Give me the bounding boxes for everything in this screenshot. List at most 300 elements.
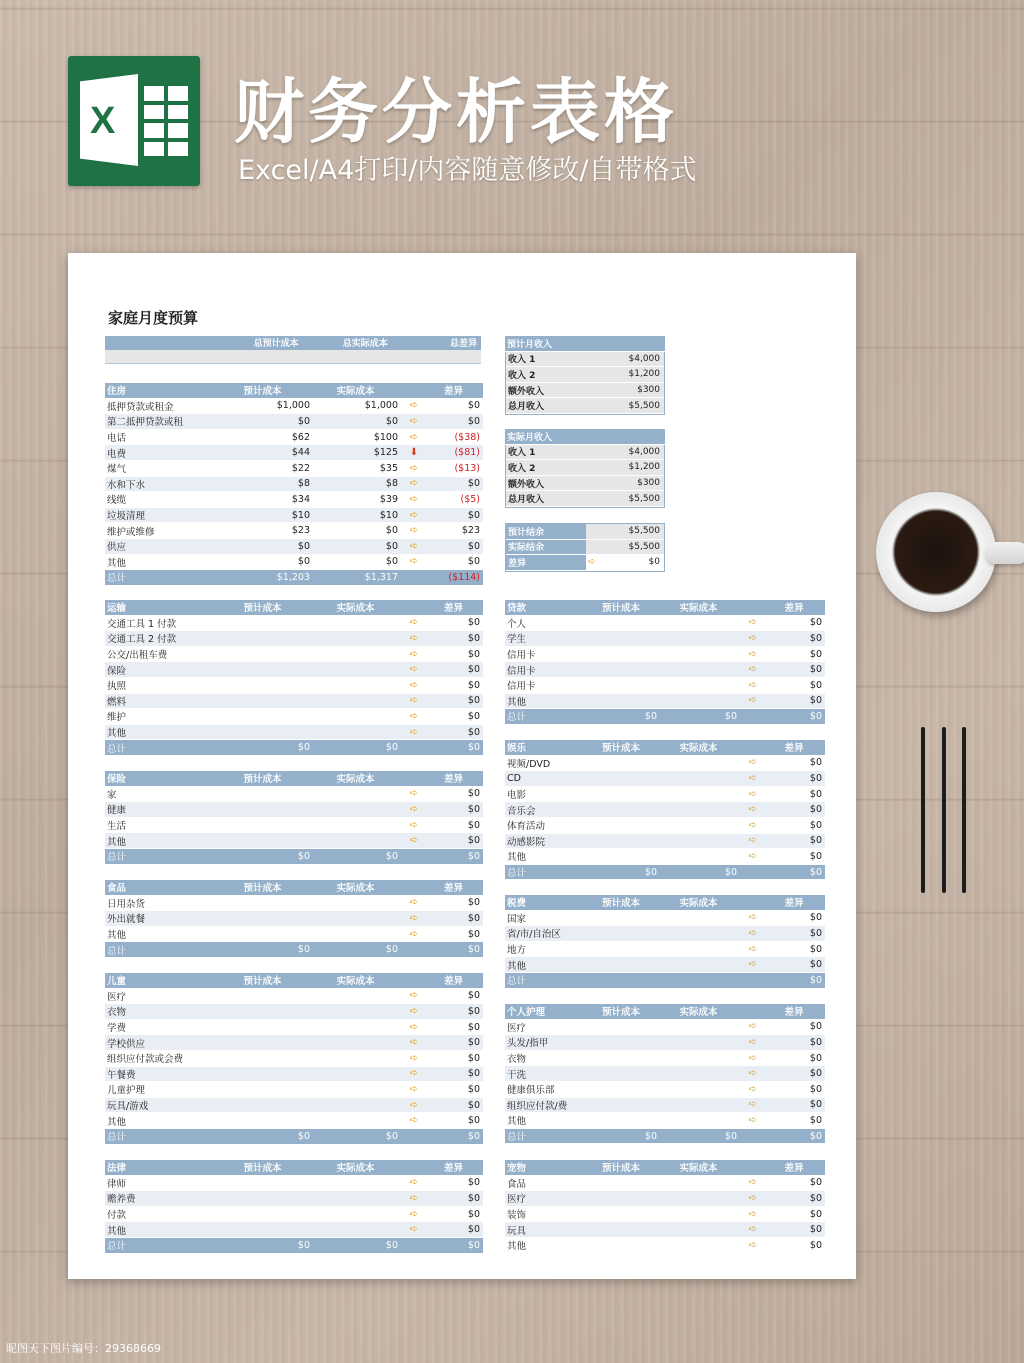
row-label: 学校供应 <box>107 1038 146 1050</box>
difference-cell: $0 <box>467 1192 480 1204</box>
table-row[interactable] <box>105 647 483 663</box>
row-label: 总月收入 <box>506 491 586 506</box>
arrow-right-icon: ➪ <box>409 525 419 537</box>
total-projected: $0 <box>297 742 310 754</box>
section-header <box>505 895 825 911</box>
total-diff: $0 <box>809 866 822 878</box>
row-value[interactable]: $1,200 <box>586 460 664 475</box>
section-header <box>105 771 483 787</box>
table-row[interactable] <box>105 631 483 647</box>
row-label: 日用杂货 <box>107 898 146 910</box>
section-title: 保险 <box>107 774 127 786</box>
row-label: 家 <box>107 789 117 801</box>
total-label: 总计 <box>107 945 127 957</box>
table-row[interactable] <box>105 802 483 818</box>
difference-cell: $0 <box>809 1036 822 1048</box>
table-row[interactable] <box>505 1238 825 1254</box>
coffee-cup <box>876 492 996 612</box>
table-row[interactable] <box>505 1035 825 1051</box>
table-row[interactable] <box>105 399 483 415</box>
total-projected: $0 <box>644 866 657 878</box>
table-row[interactable] <box>105 414 483 430</box>
row-label: 医疗 <box>507 1022 527 1034</box>
difference-cell: $0 <box>467 1224 480 1236</box>
table-row[interactable] <box>105 1067 483 1083</box>
total-actual: $0 <box>724 710 737 722</box>
table-row[interactable] <box>105 477 483 493</box>
row-value[interactable]: $300 <box>586 476 664 491</box>
row-label: 玩具/游戏 <box>107 1101 149 1113</box>
difference-cell: $23 <box>461 525 480 537</box>
total-diff: $0 <box>467 944 480 956</box>
row-label: 电话 <box>107 433 127 445</box>
total-row <box>105 570 483 586</box>
table-row[interactable] <box>105 818 483 834</box>
difference-cell: $0 <box>467 788 480 800</box>
table-row[interactable] <box>506 352 664 368</box>
difference-cell: $0 <box>467 726 480 738</box>
column-header-actual: 实际成本 <box>679 1007 718 1019</box>
difference-cell: $0 <box>809 1192 822 1204</box>
total-row <box>505 709 825 725</box>
table-row[interactable] <box>105 927 483 943</box>
difference-cell: $0 <box>467 835 480 847</box>
column-header-diff: 差异 <box>784 743 804 755</box>
difference-cell: $0 <box>809 912 822 924</box>
section-table <box>505 895 825 989</box>
row-label: 干洗 <box>507 1069 527 1081</box>
table-row[interactable] <box>505 849 825 865</box>
table-row[interactable] <box>105 989 483 1005</box>
table-row[interactable] <box>105 1207 483 1223</box>
row-label: 健康俱乐部 <box>507 1085 555 1097</box>
total-diff: $0 <box>809 710 822 722</box>
difference-cell: $0 <box>467 990 480 1002</box>
table-row[interactable] <box>505 911 825 927</box>
actual-cost-cell[interactable]: $35 <box>379 462 398 474</box>
section-title: 娱乐 <box>507 743 527 755</box>
actual-cost-cell[interactable]: $39 <box>379 493 398 505</box>
arrow-right-icon: ➪ <box>748 1208 758 1220</box>
arrow-right-icon: ➪ <box>409 803 419 815</box>
arrow-right-icon: ➪ <box>409 819 419 831</box>
column-header-actual: 实际成本 <box>679 743 718 755</box>
section-header <box>105 973 483 989</box>
arrow-right-icon: ➪ <box>748 927 758 939</box>
column-header-projected: 预计成本 <box>601 1007 640 1019</box>
difference-cell: $0 <box>467 1037 480 1049</box>
total-label: 总计 <box>107 1241 127 1253</box>
difference-cell: $0 <box>467 912 480 924</box>
actual-cost-cell[interactable]: $0 <box>385 540 398 552</box>
row-label: 头发/指甲 <box>507 1038 549 1050</box>
table-row[interactable] <box>505 957 825 973</box>
projected-cost-cell[interactable]: $0 <box>297 415 310 427</box>
projected-cost-cell[interactable]: $8 <box>297 478 310 490</box>
difference-cell: $0 <box>809 1021 822 1033</box>
row-label: 生活 <box>107 821 127 833</box>
projected-cost-cell[interactable]: $62 <box>291 431 310 443</box>
table-row[interactable] <box>505 771 825 787</box>
table-row[interactable] <box>505 1222 825 1238</box>
table-row[interactable] <box>505 1051 825 1067</box>
total-diff: $0 <box>467 742 480 754</box>
difference-cell: $0 <box>467 415 480 427</box>
difference-cell: $0 <box>467 1115 480 1127</box>
difference-cell: $0 <box>467 695 480 707</box>
total-actual: $0 <box>385 1130 398 1142</box>
table-row[interactable] <box>505 1191 825 1207</box>
arrow-right-icon: ➪ <box>409 912 419 924</box>
table-row[interactable] <box>105 1004 483 1020</box>
row-label: 国家 <box>507 913 527 925</box>
projected-cost-cell[interactable]: $22 <box>291 462 310 474</box>
actual-cost-cell[interactable]: $0 <box>385 525 398 537</box>
difference-cell: $0 <box>467 478 480 490</box>
table-row[interactable] <box>505 818 825 834</box>
table-row[interactable] <box>105 725 483 741</box>
total-label: 总计 <box>107 573 127 585</box>
table-row[interactable] <box>505 678 825 694</box>
row-label: 垃圾清理 <box>107 511 146 523</box>
row-label: 差异 <box>506 555 586 570</box>
table-row[interactable] <box>505 1098 825 1114</box>
difference-cell: $0 <box>467 1005 480 1017</box>
table-row[interactable] <box>505 647 825 663</box>
table-row[interactable] <box>505 787 825 803</box>
difference-cell: $0 <box>809 632 822 644</box>
row-label: 其他 <box>107 557 127 569</box>
row-value[interactable]: $1,200 <box>586 367 664 382</box>
table-row[interactable] <box>105 1113 483 1129</box>
arrow-right-icon: ➪ <box>409 1005 419 1017</box>
actual-cost-cell[interactable]: $0 <box>385 415 398 427</box>
column-header-actual: 实际成本 <box>336 774 375 786</box>
table-row[interactable] <box>105 555 483 571</box>
arrow-right-icon: ➪ <box>409 431 419 443</box>
table-row[interactable] <box>105 662 483 678</box>
difference-cell: $0 <box>809 943 822 955</box>
table-row[interactable] <box>105 1020 483 1036</box>
arrow-right-icon: ➪ <box>409 679 419 691</box>
row-label: 其他 <box>107 930 127 942</box>
arrow-right-icon: ➪ <box>748 959 758 971</box>
projected-cost-cell[interactable]: $44 <box>291 447 310 459</box>
actual-cost-cell[interactable]: $125 <box>373 447 398 459</box>
table-row[interactable] <box>105 911 483 927</box>
projected-cost-cell[interactable]: $10 <box>291 509 310 521</box>
table-row[interactable] <box>105 694 483 710</box>
row-label: 组织应付款/费 <box>507 1100 568 1112</box>
section-title: 运输 <box>107 603 127 615</box>
section-table <box>105 771 483 865</box>
section-table <box>105 383 483 586</box>
section-title: 税费 <box>507 898 527 910</box>
row-label: 食品 <box>507 1178 527 1190</box>
arrow-right-icon: ➪ <box>748 632 758 644</box>
arrow-right-icon: ➪ <box>748 1068 758 1080</box>
column-header-actual: 实际成本 <box>336 883 375 895</box>
table-row[interactable] <box>105 1222 483 1238</box>
table-row[interactable] <box>105 1082 483 1098</box>
row-label: 线缆 <box>107 495 127 507</box>
difference-cell: $0 <box>809 648 822 660</box>
row-label: 其他 <box>507 1241 527 1253</box>
row-label: 医疗 <box>107 991 127 1003</box>
section-header <box>105 1160 483 1176</box>
arrow-right-icon: ➪ <box>409 726 419 738</box>
arrow-right-icon: ➪ <box>588 557 596 568</box>
table-row[interactable] <box>105 508 483 524</box>
actual-cost-cell[interactable]: $8 <box>385 478 398 490</box>
row-label: 其他 <box>507 960 527 972</box>
section-header <box>505 740 825 756</box>
chopstick <box>921 727 925 893</box>
arrow-right-icon: ➪ <box>409 509 419 521</box>
row-label: 玩具 <box>507 1225 527 1237</box>
row-value: $5,500 <box>586 524 664 539</box>
column-header-projected: 预计成本 <box>601 603 640 615</box>
arrow-right-icon: ➪ <box>409 1208 419 1220</box>
total-diff: $0 <box>467 1130 480 1142</box>
table-row[interactable] <box>105 709 483 725</box>
table-row[interactable] <box>505 756 825 772</box>
table-row[interactable] <box>505 1066 825 1082</box>
total-projected: $0 <box>297 944 310 956</box>
actual-cost-cell[interactable]: $1,000 <box>364 400 398 412</box>
difference-cell: $0 <box>467 648 480 660</box>
excel-icon: X <box>90 100 116 142</box>
row-label: 个人 <box>507 618 527 630</box>
difference-cell: $0 <box>809 1052 822 1064</box>
table-row[interactable] <box>505 926 825 942</box>
difference-cell: $0 <box>809 927 822 939</box>
section-title: 宠物 <box>507 1163 527 1175</box>
table-row[interactable] <box>105 461 483 477</box>
row-label: 医疗 <box>507 1194 527 1206</box>
difference-cell: $0 <box>809 617 822 629</box>
actual-cost-cell[interactable]: $0 <box>385 556 398 568</box>
total-actual: $0 <box>385 944 398 956</box>
table-row[interactable] <box>506 383 664 399</box>
difference-cell: $0 <box>467 897 480 909</box>
logo-grid-icon <box>144 86 188 156</box>
total-row <box>105 942 483 958</box>
arrow-right-icon: ➪ <box>748 788 758 800</box>
row-label: 信用卡 <box>507 665 536 677</box>
arrow-right-icon: ➪ <box>409 990 419 1002</box>
arrow-right-icon: ➪ <box>748 912 758 924</box>
row-label: 午餐费 <box>107 1069 136 1081</box>
row-label: 其他 <box>507 852 527 864</box>
table-row[interactable] <box>505 1176 825 1192</box>
column-header-actual: 实际成本 <box>679 603 718 615</box>
actual-income-title: 实际月收入 <box>505 429 665 445</box>
row-value[interactable]: $4,000 <box>586 352 664 367</box>
table-row[interactable] <box>105 1051 483 1067</box>
arrow-right-icon: ➪ <box>748 1021 758 1033</box>
row-label: 额外收入 <box>506 383 586 398</box>
total-diff: ($114) <box>448 571 480 583</box>
table-row[interactable] <box>105 1098 483 1114</box>
row-label: 供应 <box>107 542 127 554</box>
table-row[interactable] <box>105 678 483 694</box>
column-header-actual: 实际成本 <box>336 976 375 988</box>
difference-cell: $0 <box>809 1083 822 1095</box>
table-row[interactable] <box>505 616 825 632</box>
summary-totals <box>105 336 481 364</box>
table-row[interactable] <box>105 896 483 912</box>
section-title: 儿童 <box>107 976 127 988</box>
table-row[interactable] <box>105 833 483 849</box>
table-row[interactable] <box>505 1207 825 1223</box>
arrow-right-icon: ➪ <box>409 1099 419 1111</box>
table-row[interactable] <box>105 523 483 539</box>
total-actual: $1,317 <box>364 571 398 583</box>
table-row[interactable] <box>505 631 825 647</box>
difference-cell: $0 <box>809 788 822 800</box>
arrow-right-icon: ➪ <box>409 1037 419 1049</box>
row-label: 体育活动 <box>507 821 546 833</box>
total-projected: $0 <box>297 1130 310 1142</box>
arrow-right-icon: ➪ <box>409 1052 419 1064</box>
row-label: 电费 <box>107 448 127 460</box>
section-title: 住房 <box>107 386 127 398</box>
total-diff: $0 <box>467 1239 480 1251</box>
difference-cell: $0 <box>467 540 480 552</box>
section-title: 个人护理 <box>507 1007 546 1019</box>
arrow-down-icon: ⬇ <box>409 447 419 459</box>
table-row[interactable] <box>506 476 664 492</box>
total-projected: $0 <box>644 710 657 722</box>
total-actual: $0 <box>385 850 398 862</box>
projected-cost-cell[interactable]: $23 <box>291 525 310 537</box>
row-label: 其他 <box>507 696 527 708</box>
total-label: 总计 <box>507 1132 527 1144</box>
difference-cell: $0 <box>809 819 822 831</box>
table-row[interactable] <box>105 1191 483 1207</box>
total-row <box>105 740 483 756</box>
row-label: 信用卡 <box>507 681 536 693</box>
projected-income-title: 预计月收入 <box>505 336 665 352</box>
table-row[interactable] <box>505 694 825 710</box>
arrow-right-icon: ➪ <box>748 1083 758 1095</box>
table-row[interactable] <box>505 1082 825 1098</box>
arrow-right-icon: ➪ <box>748 1192 758 1204</box>
summary-diff-label: 总差异 <box>449 339 477 349</box>
total-row <box>505 973 825 989</box>
arrow-right-icon: ➪ <box>748 617 758 629</box>
table-row[interactable] <box>105 1035 483 1051</box>
row-label: 收入 1 <box>506 352 586 367</box>
column-header-actual: 实际成本 <box>679 1163 718 1175</box>
table-row[interactable] <box>505 834 825 850</box>
table-row[interactable] <box>105 787 483 803</box>
arrow-right-icon: ➪ <box>748 757 758 769</box>
difference-cell: $0 <box>809 679 822 691</box>
column-header-diff: 差异 <box>443 603 463 615</box>
arrow-right-icon: ➪ <box>409 1192 419 1204</box>
arrow-right-icon: ➪ <box>748 1224 758 1236</box>
row-label: 第二抵押贷款或租 <box>107 417 184 429</box>
arrow-right-icon: ➪ <box>409 710 419 722</box>
table-row[interactable] <box>505 802 825 818</box>
table-row[interactable] <box>505 1020 825 1036</box>
table-row[interactable] <box>506 445 664 461</box>
table-row[interactable] <box>506 398 664 414</box>
balance-table <box>505 523 665 572</box>
table-row[interactable] <box>105 430 483 446</box>
row-label: 其他 <box>107 728 127 740</box>
table-row[interactable] <box>505 662 825 678</box>
table-row[interactable] <box>105 616 483 632</box>
table-row[interactable] <box>105 492 483 508</box>
row-value[interactable]: $300 <box>586 383 664 398</box>
row-value: $5,500 <box>586 540 664 555</box>
summary-values-row[interactable] <box>105 350 481 364</box>
difference-cell: $0 <box>467 679 480 691</box>
total-diff: $0 <box>809 974 822 986</box>
arrow-right-icon: ➪ <box>409 462 419 474</box>
section-table <box>105 600 483 756</box>
projected-cost-cell[interactable]: $0 <box>297 540 310 552</box>
section-header <box>505 600 825 616</box>
row-label: 付款 <box>107 1210 127 1222</box>
row-value: $5,500 <box>586 398 664 413</box>
sheet-title: 家庭月度预算 <box>108 309 199 327</box>
total-label: 总计 <box>507 712 527 724</box>
table-row[interactable] <box>105 539 483 555</box>
table-row[interactable] <box>506 460 664 476</box>
row-label: CD <box>507 772 521 784</box>
table-row[interactable] <box>105 1176 483 1192</box>
table-row[interactable] <box>105 445 483 461</box>
table-row[interactable] <box>506 491 664 507</box>
row-label: 交通工具 2 付款 <box>107 634 177 646</box>
projected-cost-cell[interactable]: $0 <box>297 556 310 568</box>
budget-sheet <box>68 253 856 1279</box>
section-header <box>105 383 483 399</box>
arrow-right-icon: ➪ <box>748 772 758 784</box>
projected-cost-cell[interactable]: $34 <box>291 493 310 505</box>
section-header <box>105 880 483 896</box>
difference-cell: $0 <box>467 664 480 676</box>
arrow-right-icon: ➪ <box>748 648 758 660</box>
section-table <box>105 880 483 958</box>
table-row[interactable] <box>505 1113 825 1129</box>
table-row <box>506 540 664 556</box>
arrow-right-icon: ➪ <box>409 556 419 568</box>
row-label: 衣物 <box>107 1007 127 1019</box>
section-table <box>505 740 825 880</box>
arrow-right-icon: ➪ <box>748 1099 758 1111</box>
difference-cell: $0 <box>809 835 822 847</box>
column-header-projected: 预计成本 <box>601 1163 640 1175</box>
table-row[interactable] <box>506 367 664 383</box>
column-header-actual: 实际成本 <box>336 1163 375 1175</box>
row-value[interactable]: $4,000 <box>586 445 664 460</box>
actual-cost-cell[interactable]: $10 <box>379 509 398 521</box>
projected-cost-cell[interactable]: $1,000 <box>276 400 310 412</box>
table-row[interactable] <box>505 942 825 958</box>
summary-actual-label: 总实际成本 <box>342 339 388 349</box>
arrow-right-icon: ➪ <box>409 1177 419 1189</box>
column-header-projected: 预计成本 <box>243 1163 282 1175</box>
arrow-right-icon: ➪ <box>409 617 419 629</box>
difference-cell: $0 <box>809 804 822 816</box>
actual-cost-cell[interactable]: $100 <box>373 431 398 443</box>
row-label: 实际结余 <box>506 540 586 555</box>
